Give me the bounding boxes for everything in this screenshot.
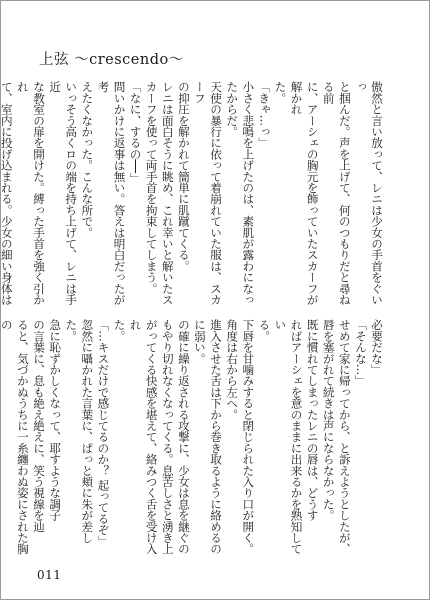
text-line: 天使の暴行に依って着崩れていた服は、スカーフ [192,81,224,305]
text-line: 既に慣れてしまったレニの唇は、どうす [305,319,320,521]
text-line: いっそう高くロの端を持ち上げて、レニは手近 [48,81,79,305]
text-line: た。 [273,81,288,104]
body-text-top-block [0,81,385,309]
text-line: 「そんな…」 [353,319,368,387]
text-line: レニは面白そうに眺め、これ幸いと解いたス [160,81,175,305]
text-line: 問いかけに返事は無い。答えは明白だったが考 [96,81,127,305]
text-line: 「なに、するの──」 [128,81,143,184]
text-line: カーフを使って両手首を拘束してしまう。 [144,81,159,294]
text-line: えたくなかった。こんな所で。 [80,81,95,238]
text-line: に、アーシェの胸元を飾っていたスカーフが解かれ [289,81,320,305]
text-line: 進入させた舌は下から巻き取るように絡めるの [209,319,224,555]
text-line: 小さく悲鳴を上げたのは、素肌が露わになったからだ。 [225,81,256,305]
text-line: る。 [257,319,272,342]
chapter-title: 上弦 〜crescendo〜 [39,52,184,68]
text-line: 忽然に囁かれた言葉に、ぱっと頬に朱が差した。 [64,319,95,543]
text-line: 傲然と言い放って、レニは少女の手首をぐいっ [353,81,384,305]
text-line: 角度は右から左へ。 [225,319,240,420]
text-line: 必要だな」 [370,319,384,375]
text-line: 急に恥ずかしくなって、耶すような調子 [48,319,63,521]
text-line: 唇を塞がれて続きは声にならなかった。 [321,319,336,521]
text-line: に弱い。 [192,319,207,364]
text-line: ればアーシェを意のままに出来るかを熟知してい [273,319,304,555]
text-line: がってくる快感を堪えて、絡みつく舌を受け入れ [128,319,159,555]
page-number: 011 [37,568,62,582]
text-line: な教室の扉を開けた。縛った手首を強く引かれ [15,81,47,305]
text-line: の確に繰り返される攻撃に、少女は息を継ぐの [176,319,191,555]
text-line: せめて家に帰ってから、と訴えようとしたが、 [337,319,352,555]
text-line: の抑圧を解かれて簡単に肌蹴てくる。 [176,81,191,272]
body-text-bottom-block [0,319,385,557]
text-line: 下唇を甘噛みすると閉じられた入り口が開く。 [241,319,256,555]
text-line: て、室内に投げ込まれる。少女の細い身体は [0,81,14,305]
text-line: の言葉に、息も絶え絶えに、笑う視線を辿 [32,319,47,532]
text-line: 「きゃ…っ」 [257,81,272,149]
text-line: ると、気づかぬうちに一糸纏わぬ姿にされた胸の [0,319,30,555]
text-line: 「…キスだけで感じてるのか？ 起ってるぞ」 [96,319,111,547]
text-line: た。 [112,319,127,342]
text-line: もやり切れなくなってくる。息苦しさと湧き上 [160,319,175,555]
text-line: と掴んだ。声を上げて、何のつもりだと尋ねる前 [321,81,352,305]
